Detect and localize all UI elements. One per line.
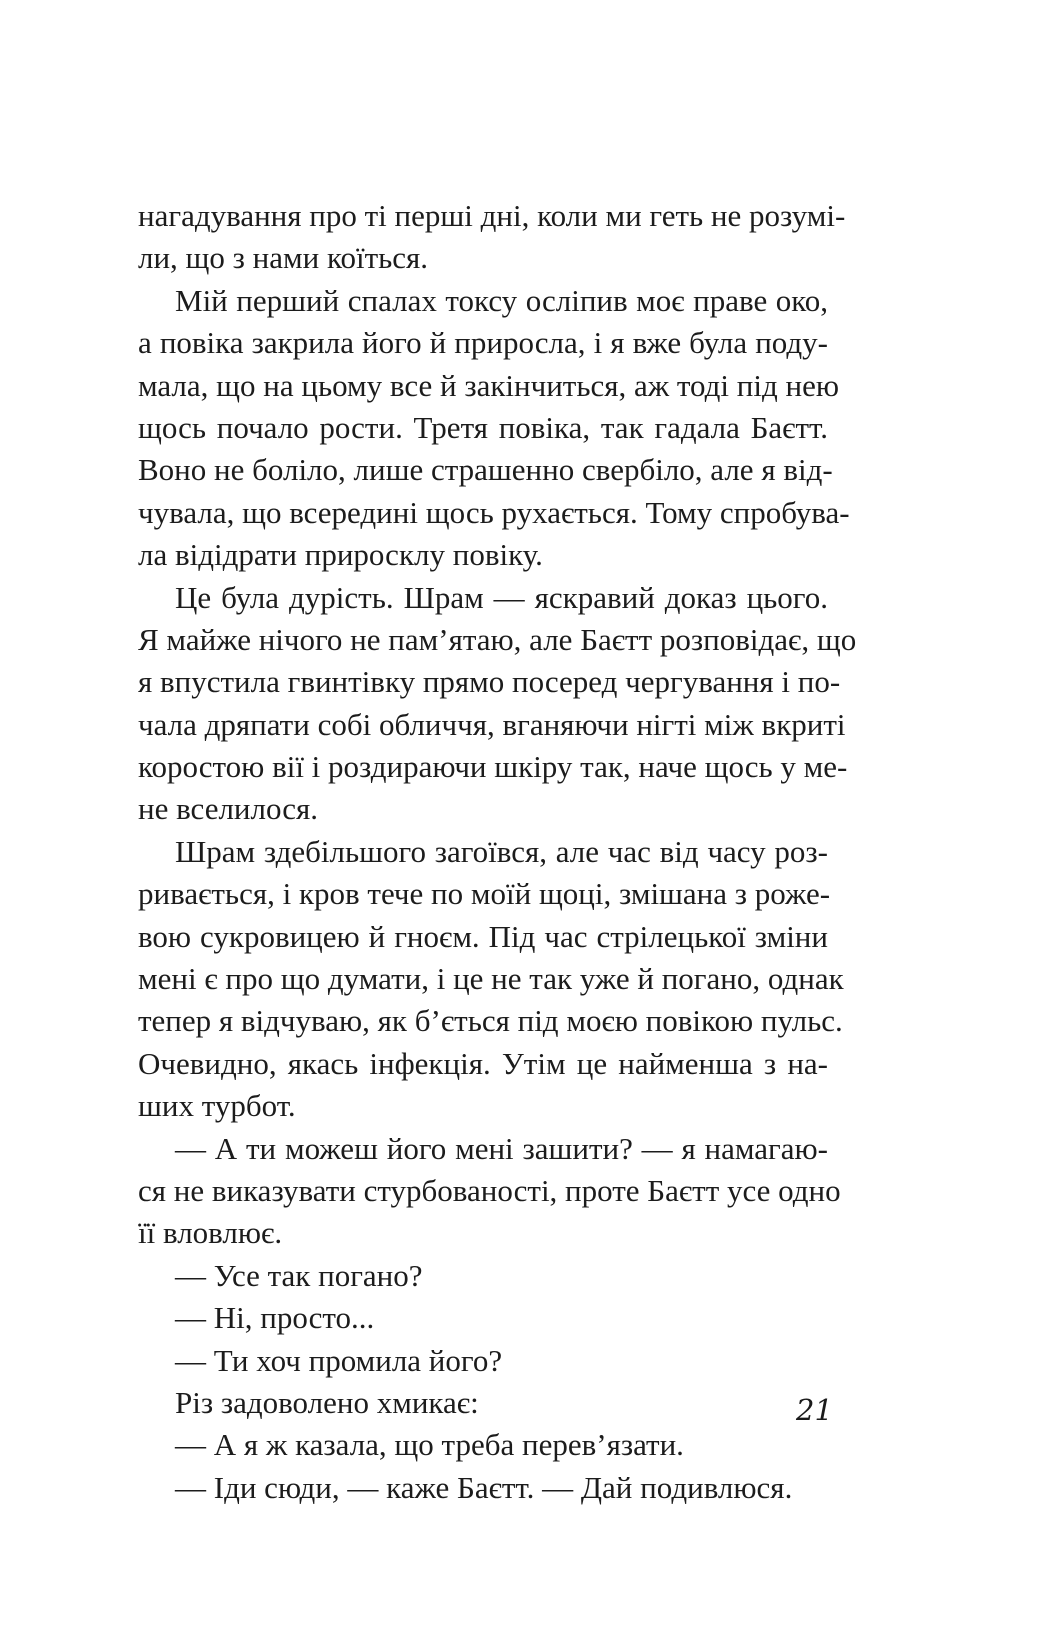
text-line: ся не виказувати стурбованості, проте Баєтт усе одно <box>138 1172 841 1208</box>
text-line: — Усе так погано? <box>175 1257 423 1293</box>
text-line: її вловлює. <box>138 1215 283 1251</box>
text-line: я впустила гвинтівку прямо посеред чергування і по- <box>138 664 841 700</box>
text-line: Я майже нічого не пам’ятаю, але Баєтт розповідає, що <box>138 621 857 657</box>
text-line: ших турбот. <box>138 1088 296 1124</box>
body-text <box>138 195 857 1509</box>
text-line: коростою вії і роздираючи шкіру так, наче щось у ме- <box>138 749 848 785</box>
text-line: Воно не боліло, лише страшенно свербіло, але я від- <box>138 452 833 488</box>
text-line: ла відідрати приросклу повіку. <box>138 537 543 573</box>
text-line: ривається, і кров тече по моїй щоці, змішана з роже- <box>138 876 831 912</box>
text-line: тепер я відчуваю, як б’ється під моєю повікою пульс. <box>138 1003 843 1039</box>
text-line: вою сукровицею й гноєм. Під час стрілецької зміни <box>138 918 828 954</box>
text-line: щось почало рости. Третя повіка, так гадала Баєтт. <box>138 409 828 445</box>
text-line: мала, що на цьому все й закінчиться, аж тоді під нею <box>138 367 840 403</box>
text-line: — А я ж казала, що треба перев’язати. <box>175 1427 684 1463</box>
text-line: Різ задоволено хмикає: <box>175 1384 479 1420</box>
text-line: не вселилося. <box>138 791 319 827</box>
text-line: Це була дурість. Шрам — яскравий доказ цього. <box>175 579 828 615</box>
text-line: — Ти хоч промила його? <box>175 1342 503 1378</box>
text-line: а повіка закрила його й приросла, і я вже була поду- <box>138 325 828 361</box>
text-line: — Іди сюди, — каже Баєтт. — Дай подивлюся. <box>175 1469 793 1505</box>
text-line: мені є про що думати, і це не так уже й погано, однак <box>138 961 844 997</box>
text-line: ли, що з нами коїться. <box>138 240 429 276</box>
text-line: чала дряпати собі обличчя, вганяючи нігті між вкриті <box>138 706 846 742</box>
text-line: Шрам здебільшого загоївся, але час від часу роз- <box>175 833 828 869</box>
page-number: 21 <box>796 1393 833 1427</box>
text-line: нагадування про ті перші дні, коли ми геть не розумі- <box>138 198 846 233</box>
text-line: — Ні, просто... <box>175 1300 375 1336</box>
text-line: — А ти можеш його мені зашити? — я намагаю- <box>175 1130 828 1166</box>
text-line: чувала, що всередині щось рухається. Тому спробува- <box>138 494 850 530</box>
text-line: Очевидно, якась інфекція. Утім це найменша з на- <box>138 1045 828 1081</box>
text-line: Мій перший спалах токсу осліпив моє праве око, <box>175 282 828 318</box>
